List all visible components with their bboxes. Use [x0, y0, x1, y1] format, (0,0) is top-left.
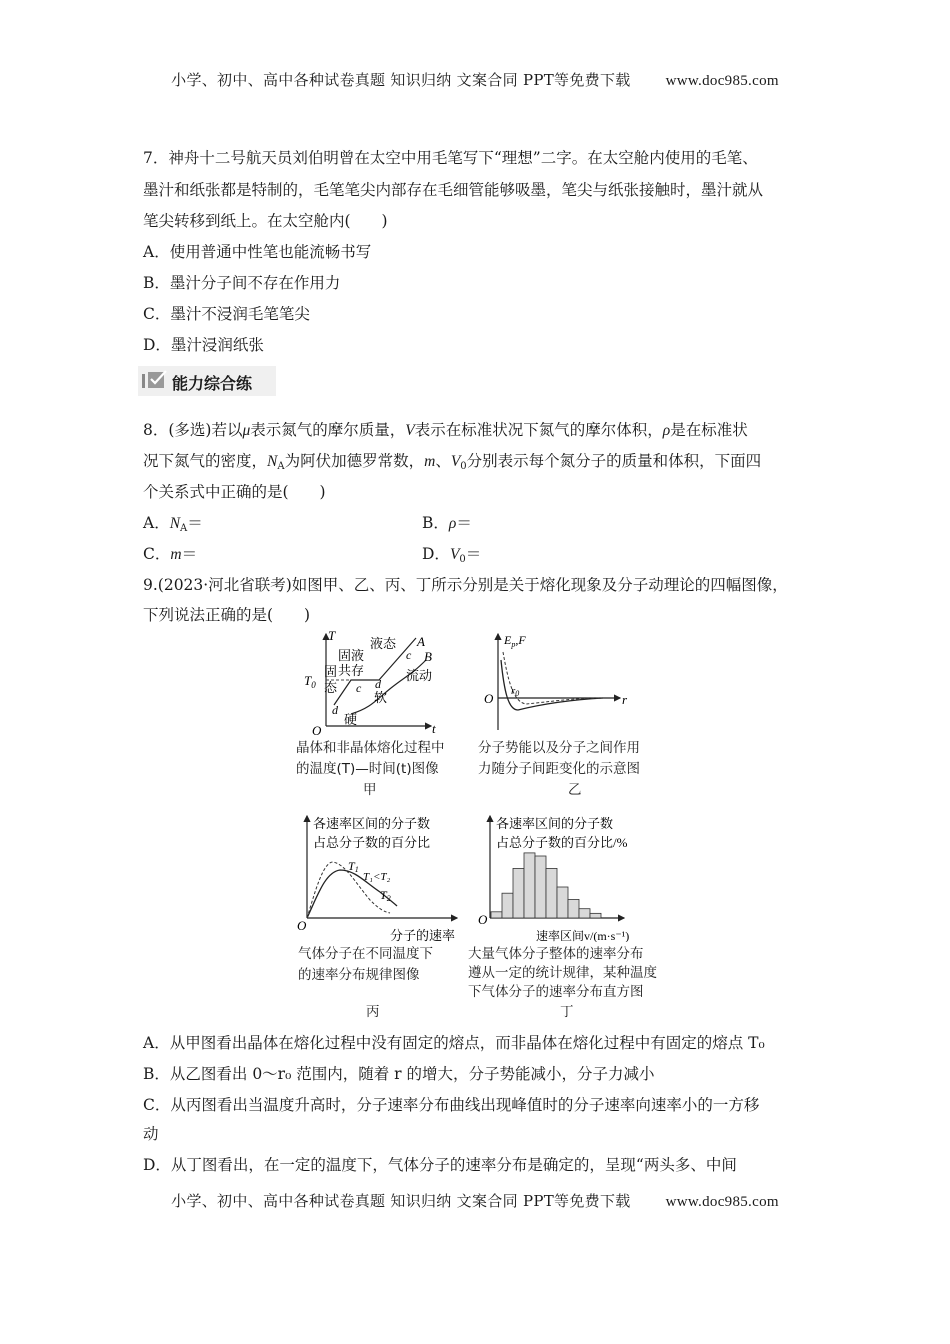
q7-option-b: B．墨汁分子间不存在作用力 [143, 274, 341, 292]
v-symbol: V [405, 422, 415, 439]
q8-line-3: 个关系式中正确的是( ) [143, 483, 326, 501]
subscript: A [277, 461, 285, 472]
svg-text:T2: T2 [380, 888, 391, 903]
q7-option-a: A．使用普通中性笔也能流畅书写 [143, 243, 372, 261]
q9-option-a: A．从甲图看出晶体在熔化过程中没有固定的熔点，而非晶体在熔化过程中有固定的熔点 T₀ [143, 1034, 765, 1052]
svg-text:占总分子数的百分比/%: 占总分子数的百分比/% [496, 835, 628, 850]
section-title: 能力综合练 [172, 374, 253, 393]
svg-text:T: T [328, 630, 336, 643]
svg-text:O: O [312, 723, 322, 735]
q7-option-c: C．墨汁不浸润毛笔笔尖 [143, 305, 310, 323]
figure-ding [474, 812, 664, 942]
subscript: 0 [460, 461, 467, 472]
svg-text:O: O [297, 918, 307, 933]
text: 、 [435, 452, 451, 470]
svg-text:分子的速率: 分子的速率 [390, 928, 456, 942]
option-label: D． [422, 545, 450, 563]
svg-text:硬: 硬 [344, 712, 358, 727]
figure-bing-label: 丙 [366, 1004, 380, 1020]
equals: ＝ [456, 514, 472, 532]
svg-text:d: d [375, 677, 381, 691]
symbol: V [449, 546, 460, 563]
q9-line: 下列说法正确的是( ) [143, 606, 311, 624]
subscript: A [180, 523, 188, 534]
rho-symbol: ρ [662, 422, 671, 439]
svg-text:r0: r0 [511, 685, 520, 698]
svg-text:各速率区间的分子数: 各速率区间的分子数 [496, 816, 614, 831]
figure-jia-caption-1: 晶体和非晶体熔化过程中 [296, 740, 445, 756]
mu-symbol: μ [242, 422, 251, 439]
svg-text:速率区间v/(m·s⁻¹): 速率区间v/(m·s⁻¹) [536, 929, 630, 942]
svg-text:Ep,F: $E_p,F$ [504, 633, 526, 649]
svg-text:T₁<T₂: T₁<T₂ [363, 871, 391, 883]
figure-jia [296, 630, 466, 735]
symbol: ρ [448, 515, 457, 532]
q8-option-b [422, 513, 472, 534]
q8-option-c [143, 544, 197, 565]
header-text: 小学、初中、高中各种试卷真题 知识归纳 文案合同 PPT等免费下载 [171, 71, 631, 89]
q9-option-d: D．从丁图看出，在一定的温度下，气体分子的速率分布是确定的，呈现“两头多、中间 [143, 1156, 737, 1174]
figure-yi [478, 630, 628, 735]
q8-line-2 [143, 451, 761, 477]
svg-text:c: c [356, 681, 362, 695]
histogram-bars [491, 853, 601, 918]
svg-text:r: r [622, 692, 628, 707]
histogram-bar [579, 909, 590, 918]
figure-bing [295, 812, 470, 942]
figure-ding-caption-1: 大量气体分子整体的速率分布 [468, 946, 644, 962]
svg-text:d: d [332, 703, 338, 717]
figure-ding-caption-2: 遵从一定的统计规律，某种温度 [468, 965, 657, 981]
svg-text:液态: 液态 [370, 636, 397, 651]
svg-text:t: t [432, 721, 436, 735]
q9-option-c-cont: 动 [143, 1125, 159, 1143]
histogram-bar [524, 853, 535, 918]
text: 表示在标准状况下氮气的摩尔体积， [414, 421, 663, 439]
equals: ＝ [181, 545, 198, 563]
figure-jia-label: 甲 [363, 782, 377, 798]
option-label: A． [143, 514, 170, 532]
svg-text:固液: 固液 [338, 648, 365, 663]
svg-text:T0: $T_0$ [304, 673, 316, 690]
figure-yi-caption-1: 分子势能以及分子之间作用 [478, 740, 640, 756]
svg-text:B: B [424, 649, 432, 664]
figure-yi-label: 乙 [568, 782, 582, 798]
histogram-bar [513, 868, 524, 918]
svg-text:O: O [478, 912, 488, 927]
subscript: 0 [459, 554, 466, 565]
svg-text:c: c [406, 648, 412, 662]
q7-line: 笔尖转移到纸上。在太空舱内( ) [143, 212, 388, 230]
svg-text:态: 态 [324, 680, 338, 695]
histogram-bar [557, 887, 568, 918]
histogram-bar [491, 912, 502, 918]
section-header [138, 366, 276, 396]
q8-option-a [143, 513, 203, 539]
svg-text:共存: 共存 [338, 663, 365, 678]
na-symbol: N [267, 453, 278, 470]
svg-text:软: 软 [374, 690, 388, 705]
q8-option-d [422, 544, 481, 570]
figure-ding-caption-3: 下气体分子的速率分布直方图 [468, 984, 644, 1000]
text: 8．(多选)若以 [143, 421, 243, 439]
footer-url: www.doc985.com [665, 1194, 779, 1210]
svg-text:各速率区间的分子数: 各速率区间的分子数 [313, 816, 431, 831]
text: 为阿伏加德罗常数， [284, 452, 425, 470]
q9-option-c: C．从丙图看出当温度升高时，分子速率分布曲线出现峰值时的分子速率向速率小的一方移 [143, 1096, 760, 1114]
q7-option-d: D．墨汁浸润纸张 [143, 336, 264, 354]
histogram-bar [502, 893, 513, 918]
histogram-bar [546, 868, 557, 918]
q7-line: 7．神舟十二号航天员刘伯明曾在太空中用毛笔写下“理想”二字。在太空舱内使用的毛笔、 [143, 149, 758, 167]
figure-jia-caption-2: 的温度(T)—时间(t)图像 [296, 761, 439, 777]
svg-text:A: A [417, 634, 425, 649]
histogram-bar [568, 899, 579, 918]
page-header [0, 69, 950, 90]
equals: ＝ [465, 545, 482, 563]
histogram-bar [535, 856, 546, 918]
q9-line: 9.(2023·河北省联考)如图甲、乙、丙、丁所示分别是关于熔化现象及分子动理论的四幅图像， [143, 576, 788, 594]
section-bar [142, 374, 145, 388]
footer-text: 小学、初中、高中各种试卷真题 知识归纳 文案合同 PPT等免费下载 [171, 1192, 631, 1210]
svg-text:O: O [484, 691, 494, 706]
histogram-bar [590, 913, 601, 918]
svg-text:占总分子数的百分比: 占总分子数的百分比 [313, 835, 431, 850]
q8-line-1 [143, 420, 748, 441]
v0-symbol: V [450, 453, 461, 470]
option-label: C． [143, 545, 171, 563]
text: 是在标准状 [670, 421, 748, 439]
checkbox-icon [148, 372, 164, 388]
q7-line: 墨汁和纸张都是特制的，毛笔笔尖内部存在毛细管能够吸墨，笔尖与纸张接触时，墨汁就从 [143, 181, 764, 199]
text: 况下氮气的密度， [143, 452, 268, 470]
text: 表示氮气的摩尔质量， [250, 421, 406, 439]
figure-ding-label: 丁 [560, 1004, 574, 1020]
header-url: www.doc985.com [665, 73, 779, 89]
text: 分别表示每个氮分子的质量和体积，下面四 [466, 452, 762, 470]
svg-text:T1: T1 [348, 859, 359, 874]
symbol: N [169, 515, 181, 532]
equals: ＝ [187, 514, 203, 532]
figure-bing-caption-2: 的速率分布规律图像 [298, 967, 420, 983]
svg-text:流动: 流动 [406, 668, 433, 683]
page-footer [0, 1190, 950, 1211]
figure-yi-caption-2: 力随分子间距变化的示意图 [478, 761, 640, 777]
option-label: B． [422, 514, 449, 532]
svg-text:固: 固 [324, 664, 338, 679]
symbol: m [170, 546, 182, 563]
figure-bing-caption-1: 气体分子在不同温度下 [298, 946, 433, 962]
q9-option-b: B．从乙图看出 0～r₀ 范围内，随着 r 的增大，分子势能减小，分子力减小 [143, 1065, 655, 1083]
m-symbol: m [424, 453, 436, 470]
